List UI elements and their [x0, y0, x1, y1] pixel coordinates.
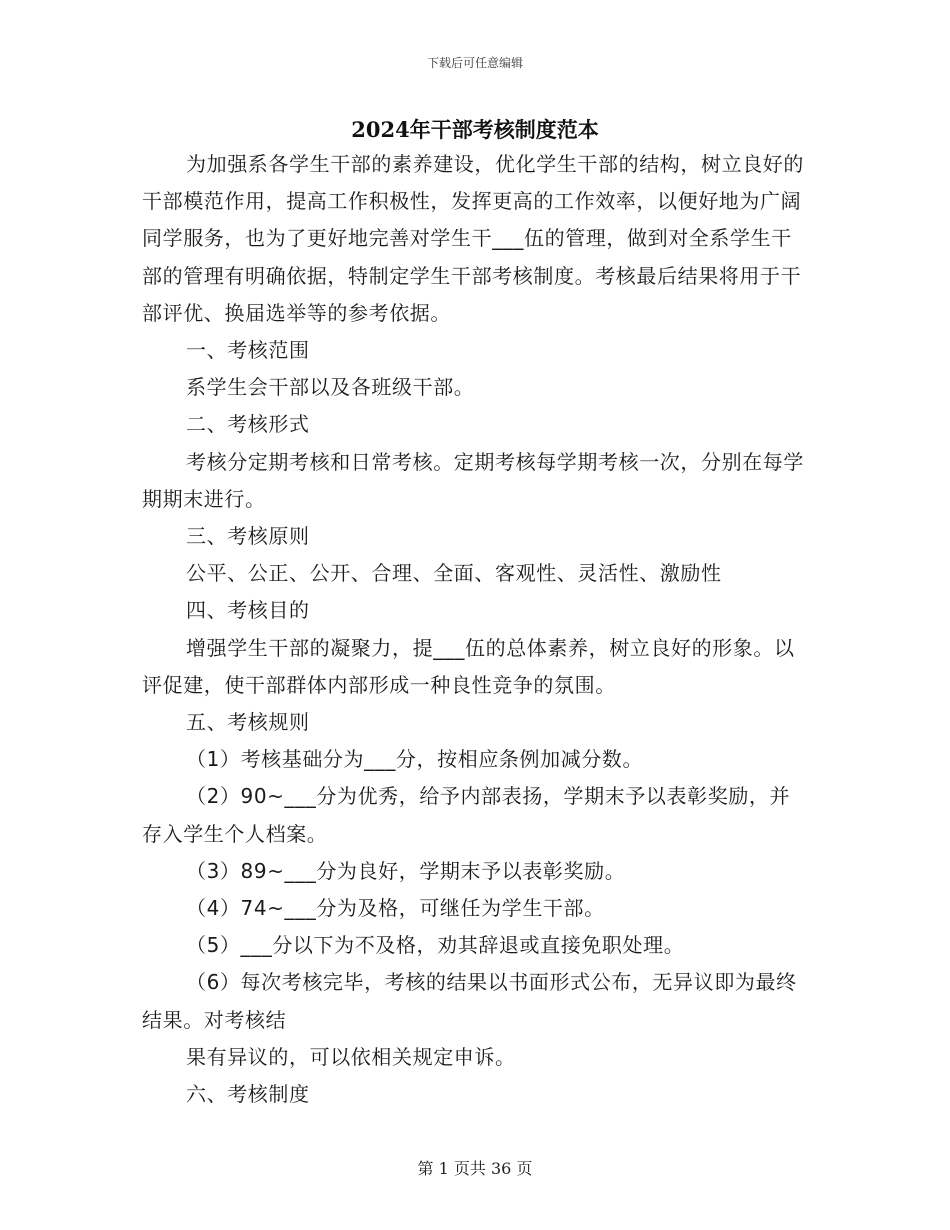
rule-item-6: （6）每次考核完毕，考核的结果以书面形式公布，无异议即为最终结果。对考核结 — [142, 970, 797, 1032]
document-body — [142, 146, 810, 1113]
section-heading-form: 二、考核形式 — [186, 412, 310, 437]
header-note: 下载后可任意编辑 — [426, 56, 523, 70]
rule-item-2: （2）90~___分为优秀，给予内部表扬，学期末予以表彰奖励，并存入学生个人档案。 — [142, 784, 791, 846]
section-heading-principle: 三、考核原则 — [186, 524, 310, 549]
rule-item-4: （4）74~___分为及格，可继任为学生干部。 — [186, 896, 605, 921]
section-heading-purpose: 四、考核目的 — [186, 598, 310, 623]
rule-item-1: （1）考核基础分为___分，按相应条例加减分数。 — [186, 747, 644, 772]
page-footer: 第 1 页共 36 页 — [417, 1159, 533, 1178]
rule-item-3: （3）89~___分为良好，学期末予以表彰奖励。 — [186, 858, 626, 883]
purpose-paragraph: 增强学生干部的凝聚力，提___伍的总体素养，树立良好的形象。以评促建，使干部群体内部形成一种良性竞争的氛围。 — [142, 635, 795, 697]
intro-paragraph: 为加强系各学生干部的素养建设，优化学生干部的结构，树立良好的干部模范作用，提高工作积极性，发挥更高的工作效率，以便好地为广阔同学服务，也为了更好地完善对学生干___伍的管理，做到对全系学生干部的管理有明确依据，特制定学生干部考核制度。考核最后结果将用于干部评优、换届选举等的参考依据。 — [142, 152, 804, 325]
rule-item-5: （5）___分以下为不及格，劝其辞退或直接免职处理。 — [186, 933, 685, 958]
section-heading-rules: 五、考核规则 — [186, 710, 310, 735]
document-title: 2024年干部考核制度范本 — [351, 117, 599, 142]
section-heading-scope: 一、考核范围 — [186, 338, 310, 363]
section-heading-system: 六、考核制度 — [186, 1082, 310, 1107]
principle-paragraph: 公平、公正、公开、合理、全面、客观性、灵活性、激励性 — [186, 561, 722, 586]
rule-item-6-continued: 果有异议的，可以依相关规定申诉。 — [186, 1044, 516, 1069]
form-paragraph: 考核分定期考核和日常考核。定期考核每学期考核一次，分别在每学期期末进行。 — [142, 449, 804, 511]
scope-paragraph: 系学生会干部以及各班级干部。 — [186, 375, 475, 400]
